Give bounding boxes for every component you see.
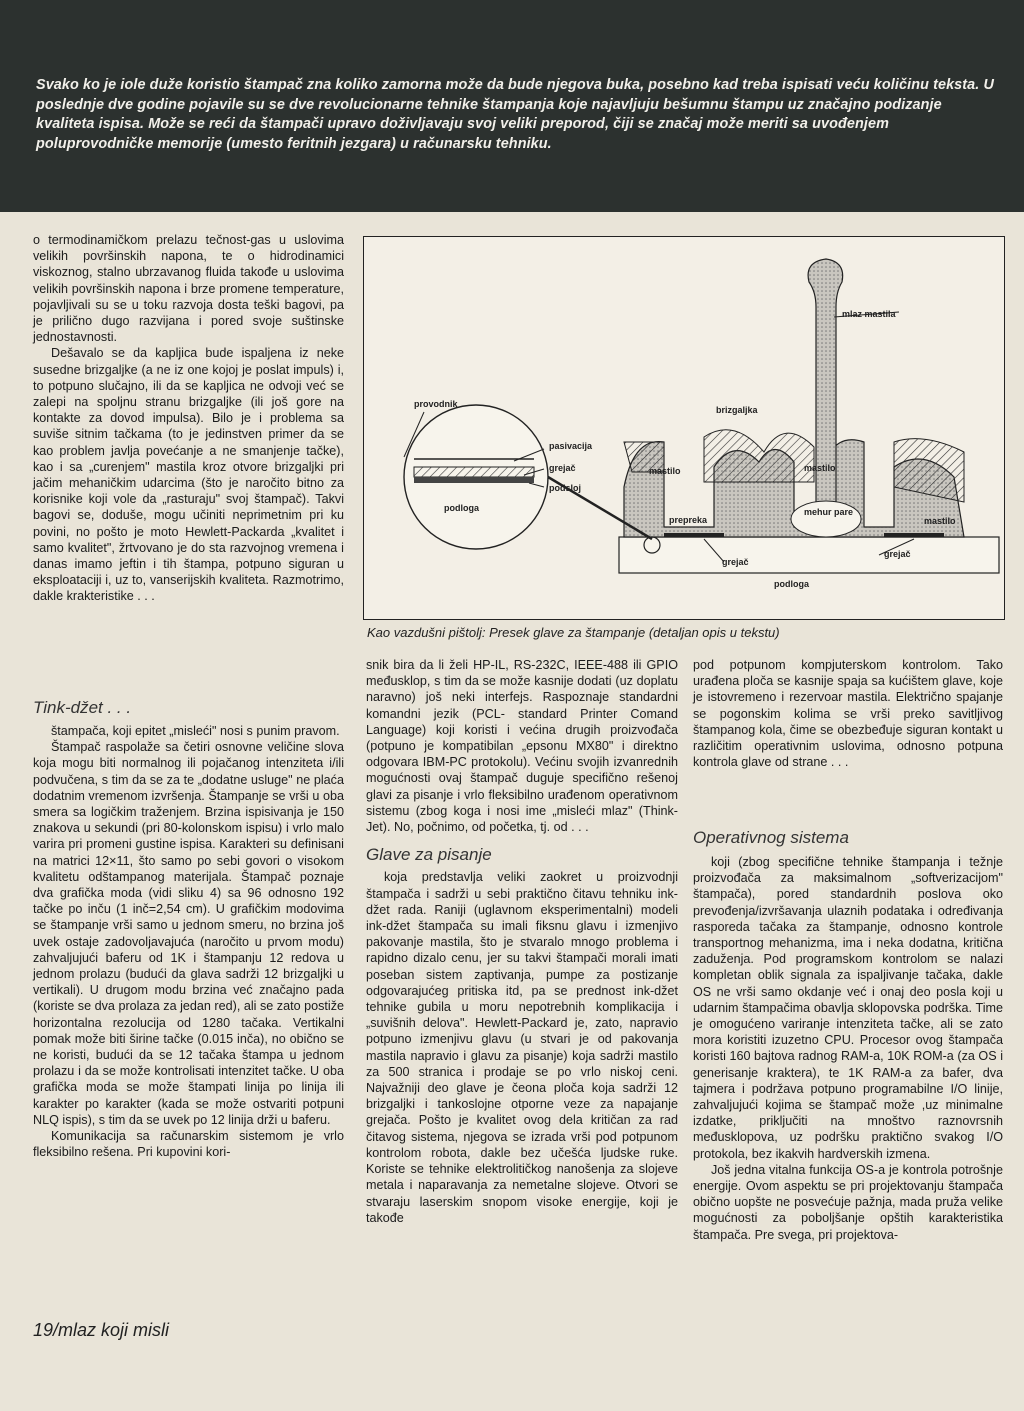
col2-paragraph-1: snik bira da li želi HP-IL, RS-232C, IEEE-488 ili GPIO međusklop, s tim da se može kasnije dodati (uz doplatu naravno) još neki interfejs. Raspoznaje standardni komandni jezik (PCL- standard Printer Comand Language) koji koristi i većina drugih proizvođača (potpuno je kompatibilan „epsonu MX80" i direktno odgovara IBM-PC protokolu). Većinu svojih izvanrednih mogućnosti ovaj štampač duguje specifično rešenoj glavi za pisanje i vrlo fleksibilno urađenom operativnom sistemu (zbog koga i nosi ime „misleći mlaz" (Think-Jet). No, počnimo, od početka, tj. od . . . (366, 658, 678, 835)
figure-caption: Kao vazdušni pištolj: Presek glave za štampanje (detaljan opis u tekstu) (367, 625, 780, 640)
detail-heater-layer (414, 477, 534, 483)
subhead-tink-dzet: Tink-džet . . . (33, 698, 132, 717)
label-mastilo-right: mastilo (804, 463, 836, 473)
label-mastilo: mastilo (649, 466, 681, 476)
intro-text: Svako ko je iole duže koristio štampač zna koliko zamorna može da bude njegova buka, posebno kad treba ispisati veću količinu teksta. U poslednje dve godine pojavile su se dve revolucionarne tehnike štampanja koje najavljuju bešumnu štampu uz značajno podizanje kvaliteta ispisa. Može se reći da štampači upravo doživljavaju svoj veliki preporod, čiji se značaj može meriti sa uvođenjem poluprovodničke memorije (umesto feritnih jezgara) u računarsku tehniku. (36, 77, 994, 152)
label-grejac: grejač (549, 463, 576, 473)
label-mlaz: mlaz mastila (842, 309, 896, 319)
col1-paragraph-5: Komunikacija sa računarskim sistemom je vrlo fleksibilno rešena. Pri kupovini kori- (33, 1129, 344, 1160)
subhead-glave: Glave za pisanje (366, 845, 492, 865)
printhead-diagram (363, 236, 1005, 620)
col1-paragraph-1: o termodinamičkom prelazu tečnost-gas u uslovima velikih površinskih napona, te o hidrodinamici viskoznog, stalno ubrzavanog fluida takođe u uslovima velikih površinskih napona i brze promene temperature, pojavljivali su se u toku razvoja dosta teški bagovi, pa je prilično dugo razvijana i pored svoje suštinske jednostavnosti. (33, 233, 344, 345)
col1-paragraph-3: štampača, koji epitet „misleći" nosi s punim pravom. (51, 724, 340, 738)
column-1-top (33, 232, 344, 605)
page-folio: 19/mlaz koji misli (33, 1320, 170, 1340)
printhead-cross-section (364, 237, 1004, 619)
hatch-2 (704, 430, 814, 482)
label-mehur: mehur pare (804, 507, 854, 517)
label-grejac-right: grejač (884, 549, 911, 559)
column-3-bottom (693, 854, 1003, 1243)
col3-paragraph-2: koji (zbog specifične tehnike štampanja i težnje proizvođača za maksimalnom „softverizacijom" štampača), pored standardnih poslova oko prevođenja/izvršavanja ulaznih podataka i određivanja rasporeda tačaka za štampanje, odnosno kontrole transportnog mehanizma, ima i neka dodatna, kritična zaduženja. Pod programskom kontrolom se nalazi kompletan oblik signala za ispaljivanje tačaka, dakle OS ne vrši samo okdanje već i onaj deo posla koji u udarnim štampačima obavlja sklopovska podrška. Time je omogućeno variranje intenziteta tačke, ali se zato mora koristiti izuzetno CPU. Procesor ovog štampača koristi 160 bajtova radnog RAM-a, 10K ROM-a (za OS i generisanje kraktera), te 1K RAM-a za bafer, dva tajmera i podržava potpuno programabilne I/O linije, zahvaljujući kojima se štampač može ,uz minimalne izdatke, priključiti na mnoštvo raznovrsnih međusklopova, uz podršku praktično svakog I/O protokola, bez ikakvih hardverskih izmena. (693, 855, 1003, 1161)
col3-paragraph-3: Još jedna vitalna funkcija OS-a je kontrola potrošnje energije. Ovom aspektu se pri projektovanju štampača obično uopšte ne posvećuje pažnja, mada pruža velike mogućnosti za poboljšanje opštih karakteristika štampača. Pre svega, pri projektova- (693, 1162, 1003, 1242)
label-grejac-bottom: grejač (722, 557, 749, 567)
label-provodnik: provodnik (414, 399, 458, 409)
label-podloga-bottom: podloga (774, 579, 809, 589)
column-2 (366, 657, 678, 1226)
substrate-shape (619, 537, 999, 573)
col1-paragraph-2: Dešavalo se da kapljica bude ispaljena iz neke susedne brizgaljke (a ne iz one kojoj je poslat impuls) i, to potpuno slučajno, ili da se kapljica ne odvoji već se zalepi na spoljnu stranu brizgaljke (ili još gore na kontakte za dovod impulsa). Bilo je i problema sa suviše sitnim tačkama (to je jedinstven primer da se kao problem javlja povećanje a ne smanjenje tačke), kao i sa „curenjem" mastila kroz otvore brizgaljki pri jačim mehaničkim udarcima (što je naročito bitno za korisnike koji vole da „rasturaju" svoj štampač). Takvi bagovi se, doduše, mogu učiniti neprimetnim pri ku povini, no pošto je moto Hewlett-Packarda „kvalitet i samo kvalitet", žrtvovano je do sta razvojnog vremena i danas imamo jeftin i tih štampa, potpuno siguran u eksploataciji i, uz to, vanserijskih kvaliteta. Razmotrimo, dakle krakteristike . . . (33, 346, 344, 604)
column-3-top (693, 657, 1003, 770)
heater-2 (884, 533, 944, 537)
heater-1 (664, 533, 724, 537)
label-brizgaljka: brizgaljka (716, 405, 758, 415)
label-pasivacija: pasivacija (549, 441, 593, 451)
col3-paragraph-1: pod potpunom kompjuterskom kontrolom. Tako urađena ploča se kasnije spaja sa kućištem glave, koje je istovremeno i rezervoar mastila. Električno spajanje se pogonskim kolima se vrši preko savitljivog štampanog kola, čime se obezbeđuje siguran kontakt u različitim operativnim uslovima, odnosno potpuna kontrola glave od strane . . . (693, 658, 1003, 770)
label-podsloj: podsloj (549, 483, 581, 493)
subhead-operativnog: Operativnog sistema (693, 828, 849, 847)
label-podloga: podloga (444, 503, 479, 513)
intro-banner (0, 0, 1024, 212)
col2-paragraph-2: koja predstavlja veliki zaokret u proizvodnji štampača i sadrži u sebi praktično čitavu tehniku ink-džet rada. Raniji (uglavnom eksperimentalni) modeli ink-džet štampača su imali fiksnu glavu i izmenjivo pakovanje mastila, što je stvaralo mnogo problema i rapidno dizalo cenu, jer su takvi štampači morali imati poseban sistem zaptivanja, pumpe za postizanje odgovarajućeg pritiska itd, pa se prednost ink-džet tehnike gubila u moru nepotrebnih komplikacija i „suvišnih delova". Hewlett-Packard je, zato, napravio potpuno izmenjivu glavu (u stvari je od pakovanja mastila napravio i glavu za pisanje) koja sadrži mastilo za 500 stranica i prodaje se po vrlo niskoj ceni. Najvažniji deo glave je čeona ploča koja sadrži 12 brizgaljki i tankoslojne otporne veze za napajanje grejača. Pošto je kvalitet ovog dela kritičan za rad čitavog sistema, njegova se izrada vrši pod potpunom kontrolom robota, dakle bez učešća ljudske ruke. Koriste se tehnike elektrolitičkog nanošenja za slojeve metala i naparavanja za nemetalne slojeve. Otvori se stvaraju laserskim snopom visoke energije, koji je takođe (366, 870, 678, 1225)
detail-hatch (414, 467, 534, 477)
label-mastilo-far: mastilo (924, 516, 956, 526)
col1-paragraph-4: Štampač raspolaže sa četiri osnovne veličine slova koja mogu biti normalnog ili pojačanog intenziteta i/ili podvučena, s tim da se za te „dodatne usluge" ne plaća dodatnim vremenom izvršenja. Štampanje se vrši u oba smera sa logičkim traženjem. Brzina ispisivanja je 150 znakova u sekundi (pri 80-kolonskom ispisu) i vrlo malo varira pri promeni gustine ispisa. Karakteri su definisani na matrici 12×11, što samo po sebi govori o visokom kvalitetu odštampanog materijala. Štampač poznaje dva grafička moda (vidi sliku 4) sa 96 odnosno 192 tačke po inču (1 inč=2,54 cm). U grafičkim modovima se štampanje vrši samo u jednom smeru, no brzina još uvek ostaje zadovoljavajuća (naročito u prvom modu) zahvaljujući baferu od 1K i štampanju 12 redova u jednom prolazu (budući da glava sadrži 12 brizgaljki u vertikali). U drugom modu brzina već značajno pada (koriste se dva prolaza za jedan red), ali se zato postiže horizontalna rezolucija od 1280 tačaka. Vertikalni pomak može biti širine tačke (0.015 inča), no obično se ne koristi, budući da se 12 tačaka štampa u jednom prolazu i da se može kontrolisati intenzitet tačke. U oba grafička moda se može štampati linija po linija ili karakter po karakter (kada se može ostvariti potpuni NLQ ispis), s tim da se uvek po 12 linija drži u baferu. (33, 740, 344, 1127)
column-1-bottom (33, 723, 344, 1160)
label-prepreka: prepreka (669, 515, 708, 525)
